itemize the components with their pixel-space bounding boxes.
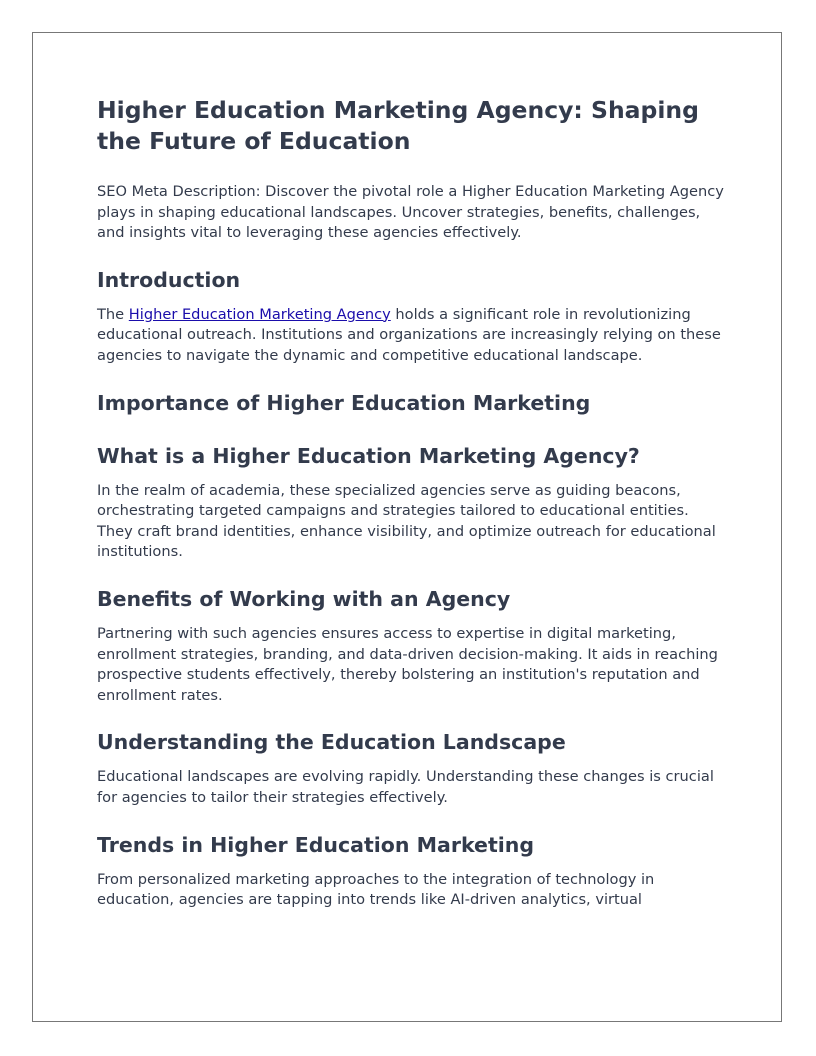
document-page bbox=[32, 32, 782, 1022]
trends-paragraph: From personalized marketing approaches to the integration of technology in education, agencies are tapping into trends like AI-driven analytics, virtual bbox=[97, 870, 655, 909]
section-heading-trends: Trends in Higher Education Marketing bbox=[97, 832, 535, 857]
section-heading-introduction: Introduction bbox=[97, 267, 241, 292]
landscape-paragraph: Educational landscapes are evolving rapidly. Understanding these changes is crucial for agencies to tailor their strategies effectively. bbox=[97, 768, 714, 806]
intro-text-after-link: holds a significant role in revolutionizing educational outreach. Institutions and organizations are increasingly relying on these agencies to navigate the dynamic and competitive educational landscape. bbox=[97, 305, 721, 364]
document-content bbox=[97, 95, 727, 934]
section-heading-landscape: Understanding the Education Landscape bbox=[97, 730, 566, 755]
intro-paragraph bbox=[97, 305, 727, 367]
higher-education-marketing-agency-link[interactable]: Higher Education Marketing Agency bbox=[128, 305, 391, 323]
meta-description: SEO Meta Description: Discover the pivotal role a Higher Education Marketing Agency plays in shaping educational landscapes. Uncover strategies, benefits, challenges, and insights vital to leveraging these agencies effectively. bbox=[97, 183, 724, 242]
intro-text-before-link: The bbox=[97, 305, 129, 323]
section-heading-importance: Importance of Higher Education Marketing bbox=[97, 390, 591, 415]
section-heading-what-is: What is a Higher Education Marketing Agency? bbox=[97, 443, 640, 468]
section-heading-benefits: Benefits of Working with an Agency bbox=[97, 586, 511, 611]
what-is-paragraph: In the realm of academia, these specialized agencies serve as guiding beacons, orchestrating targeted campaigns and strategies tailored to educational entities. They craft brand identities, enhance visibility, and optimize outreach for educational institutions. bbox=[97, 481, 716, 561]
document-title: Higher Education Marketing Agency: Shaping the Future of Education bbox=[97, 96, 699, 155]
benefits-paragraph: Partnering with such agencies ensures access to expertise in digital marketing, enrollment strategies, branding, and data-driven decision-making. It aids in reaching prospective students effectively, thereby bolstering an institution's reputation and enrollment rates. bbox=[97, 624, 718, 704]
